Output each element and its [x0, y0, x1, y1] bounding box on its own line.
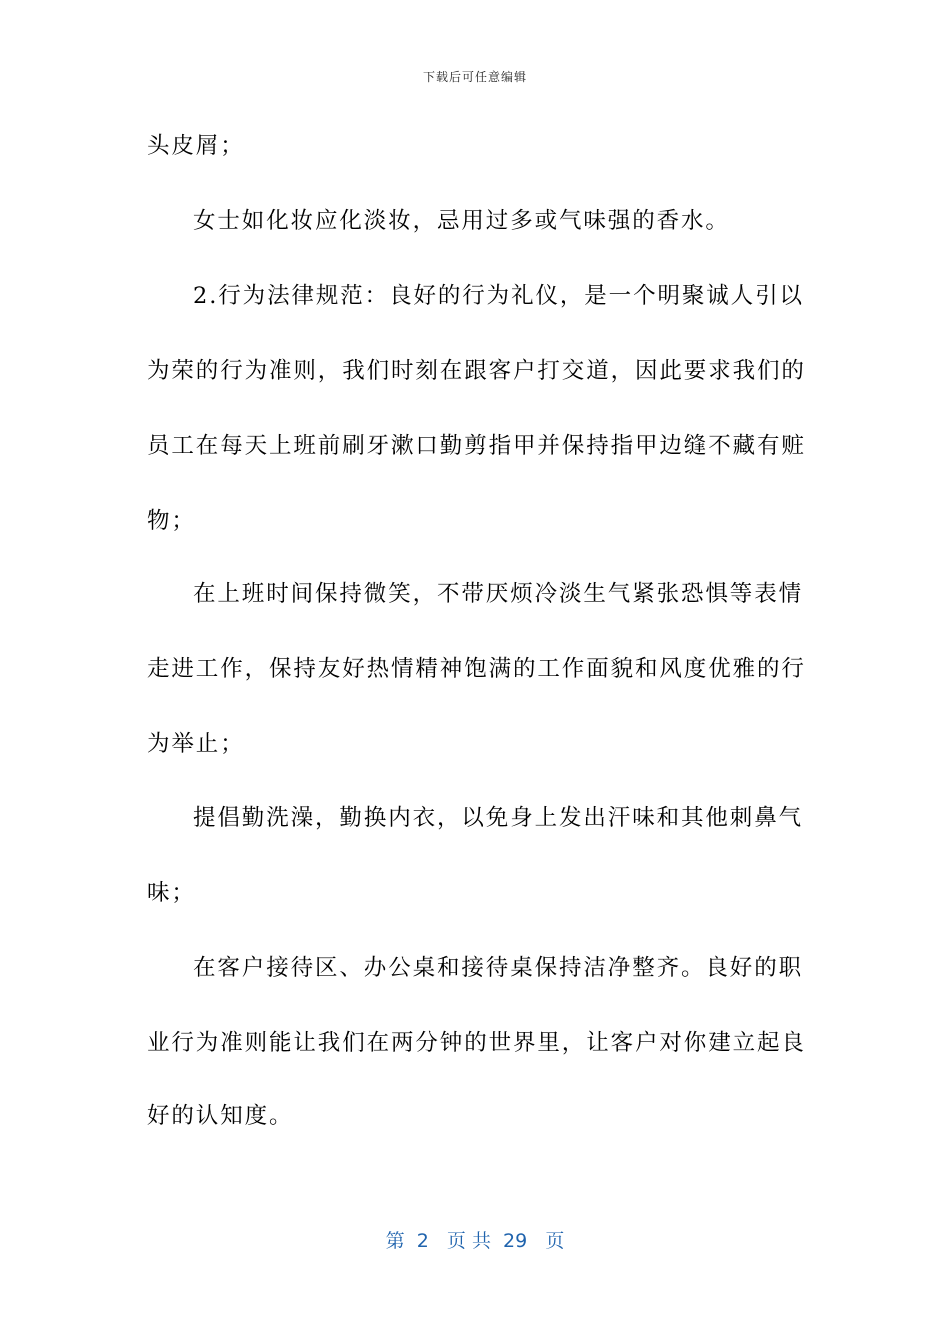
body-line: 在客户接待区、办公桌和接待桌保持洁净整齐。良好的职 — [193, 955, 804, 981]
body-line: 为举止； — [147, 731, 245, 757]
body-line: 物； — [147, 508, 196, 534]
body-line: 为荣的行为准则，我们时刻在跟客户打交道，因此要求我们的 — [147, 358, 806, 384]
body-line: 员工在每天上班前刷牙漱口勤剪指甲并保持指甲边缝不藏有赃 — [147, 433, 806, 459]
page-number-footer: 第 2 页 共 29 页 — [385, 1230, 565, 1252]
page-header-note: 下载后可任意编辑 — [422, 70, 527, 84]
body-line: 业行为准则能让我们在两分钟的世界里，让客户对你建立起良 — [147, 1030, 806, 1056]
body-line: 走进工作，保持友好热情精神饱满的工作面貌和风度优雅的行 — [147, 656, 806, 682]
body-line: 味； — [147, 880, 196, 906]
body-line: 好的认知度。 — [147, 1103, 294, 1129]
body-line: 女士如化妆应化淡妆，忌用过多或气味强的香水。 — [193, 208, 730, 234]
body-line: 在上班时间保持微笑，不带厌烦冷淡生气紧张恐惧等表情 — [193, 581, 804, 607]
body-line: 头皮屑； — [147, 133, 245, 159]
body-line: 提倡勤洗澡，勤换内衣，以免身上发出汗味和其他刺鼻气 — [193, 805, 804, 831]
body-line: 2.行为法律规范：良好的行为礼仪，是一个明聚诚人引以 — [193, 283, 804, 309]
